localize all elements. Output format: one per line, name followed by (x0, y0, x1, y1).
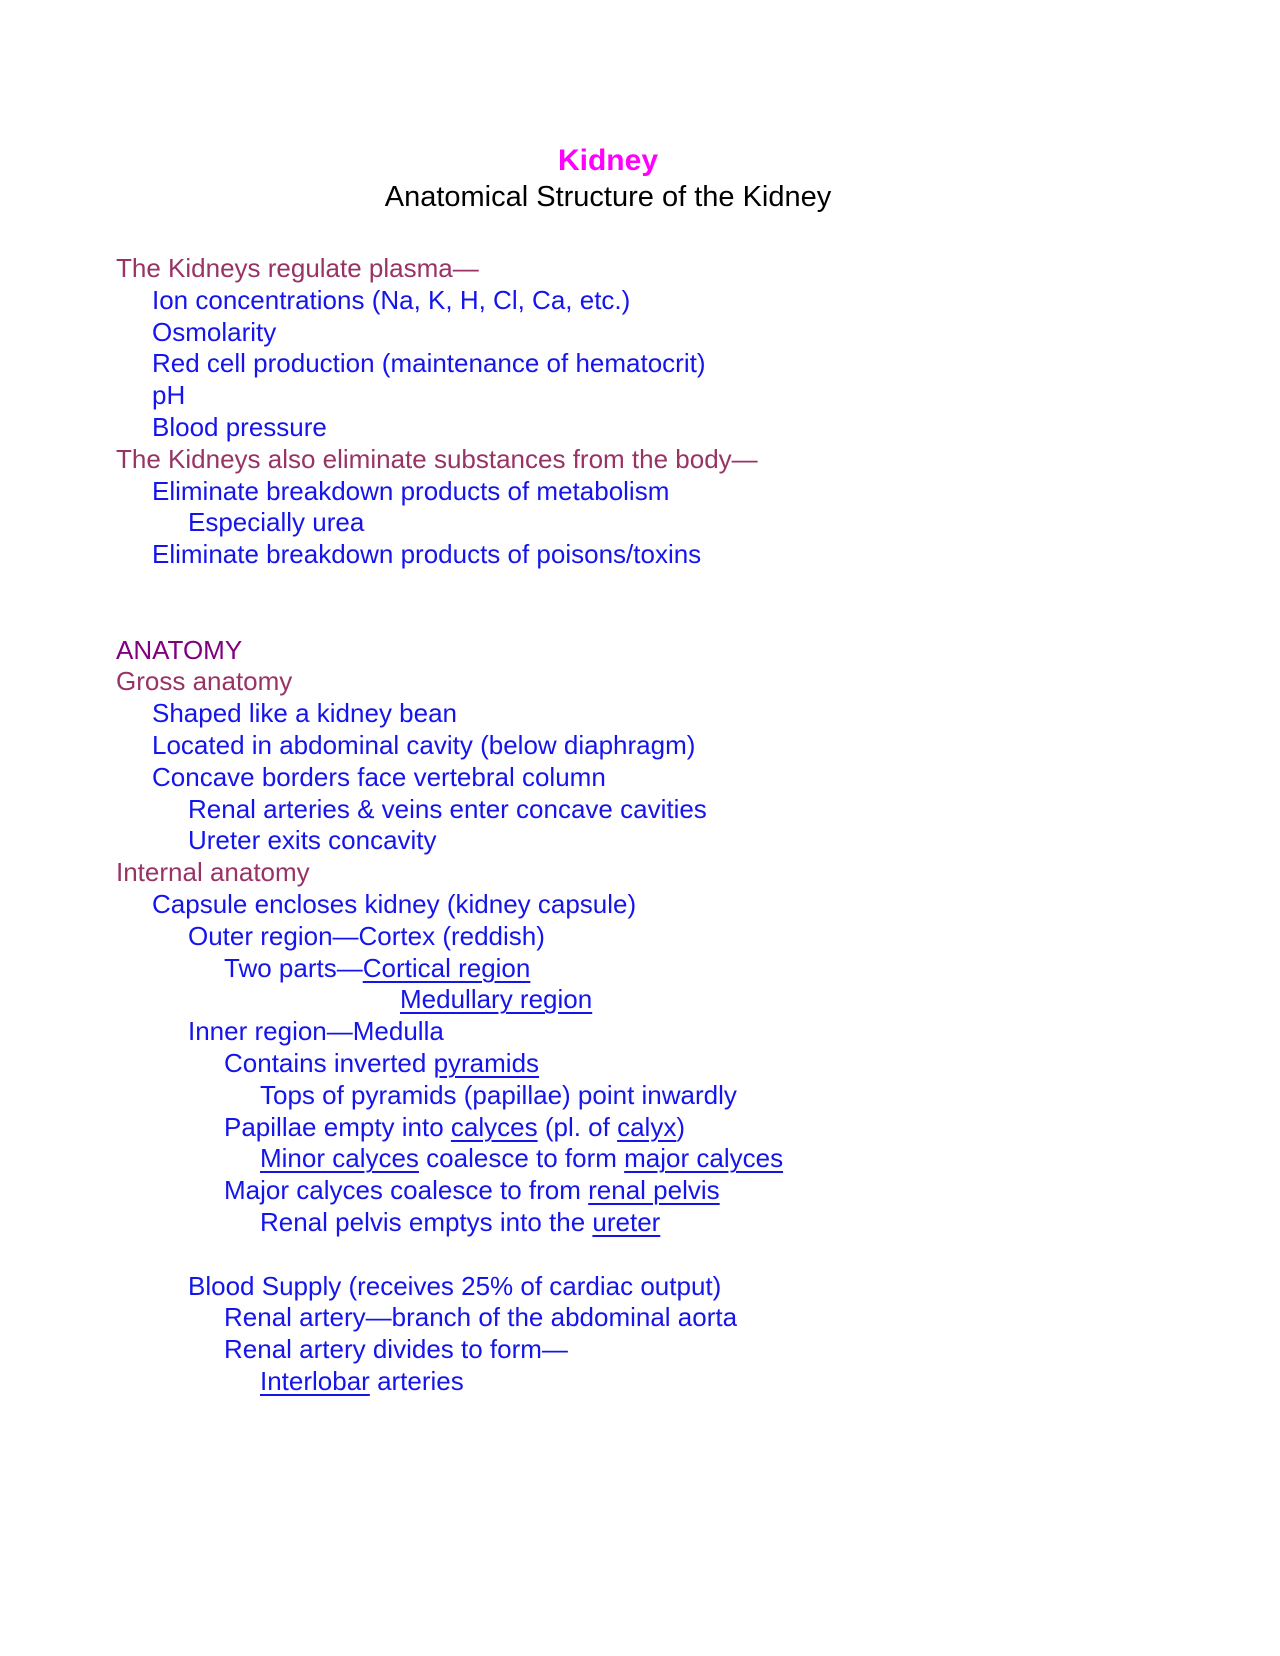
doc-line (116, 825, 1100, 857)
text-segment: The Kidneys regulate plasma— (116, 253, 479, 283)
doc-line (116, 921, 1100, 953)
text-segment: Outer region—Cortex (reddish) (188, 920, 545, 951)
doc-line (116, 730, 1100, 762)
underlined-term: renal pelvis (588, 1175, 720, 1206)
text-segment: (pl. of (537, 1111, 618, 1142)
text-segment: pH (152, 380, 186, 411)
text-segment: Papillae empty into (224, 1111, 451, 1142)
doc-line (116, 1175, 1100, 1207)
underlined-term: Medullary region (400, 984, 593, 1015)
text-segment: Eliminate breakdown products of metabolism (152, 475, 670, 506)
doc-line (116, 1016, 1100, 1048)
underlined-term: ureter (592, 1206, 661, 1237)
text-segment: Inner region—Medulla (188, 1016, 444, 1047)
doc-line (116, 953, 1100, 985)
doc-line (116, 1302, 1100, 1334)
text-segment: Renal artery—branch of the abdominal aorta (224, 1302, 738, 1333)
text-segment: Red cell production (maintenance of hematocrit) (152, 348, 706, 379)
doc-line (116, 412, 1100, 444)
doc-line (116, 1334, 1100, 1366)
underlined-term: calyces (450, 1111, 538, 1142)
doc-line (116, 762, 1100, 794)
doc-line (116, 380, 1100, 412)
doc-line (116, 317, 1100, 349)
doc-line (116, 984, 1100, 1016)
doc-line (116, 698, 1100, 730)
text-segment: coalesce to form (418, 1143, 625, 1174)
doc-line (116, 507, 1100, 539)
text-segment: Ion concentrations (Na, K, H, Cl, Ca, etc.) (152, 284, 631, 315)
text-segment: Osmolarity (152, 316, 277, 347)
text-segment: The Kidneys also eliminate substances from the body— (116, 443, 758, 474)
text-segment: Blood Supply (receives 25% of cardiac output) (188, 1270, 722, 1301)
doc-line (116, 476, 1100, 508)
text-segment: Concave borders face vertebral column (152, 761, 606, 792)
text-segment: Renal artery divides to form— (224, 1334, 568, 1365)
underlined-term: Interlobar (260, 1365, 370, 1396)
text-segment: Eliminate breakdown products of poisons/toxins (152, 539, 702, 570)
doc-line (116, 285, 1100, 317)
doc-line (116, 666, 1100, 698)
underlined-term: Cortical region (362, 952, 531, 983)
text-segment: Capsule encloses kidney (kidney capsule) (152, 888, 637, 919)
text-segment: Located in abdominal cavity (below diaphragm) (152, 729, 696, 760)
doc-line (116, 348, 1100, 380)
doc-line (116, 794, 1100, 826)
doc-line (116, 1366, 1100, 1398)
text-segment: Contains inverted (224, 1047, 434, 1078)
doc-line (116, 1143, 1100, 1175)
doc-line (116, 253, 1100, 285)
underlined-term: Minor calyces (260, 1143, 419, 1174)
doc-line (116, 857, 1100, 889)
blank-line (116, 1239, 1100, 1271)
doc-line (116, 889, 1100, 921)
text-segment: arteries (369, 1365, 464, 1396)
doc-line (116, 1112, 1100, 1144)
text-segment: Two parts— (224, 952, 363, 983)
page-title: Kidney (557, 144, 659, 177)
text-segment: Shaped like a kidney bean (152, 698, 458, 729)
text-segment: Especially urea (188, 507, 365, 538)
doc-line (116, 635, 1100, 667)
text-segment: Renal pelvis emptys into the (260, 1206, 593, 1237)
doc-line (116, 1271, 1100, 1303)
underlined-term: major calyces (624, 1143, 784, 1174)
doc-line (116, 1080, 1100, 1112)
text-segment: Ureter exits concavity (188, 825, 437, 856)
doc-line (116, 539, 1100, 571)
text-segment: Internal anatomy (116, 857, 310, 888)
doc-line (116, 444, 1100, 476)
text-segment: Major calyces coalesce to from (224, 1175, 589, 1206)
text-segment: Blood pressure (152, 411, 327, 442)
text-segment: Gross anatomy (116, 666, 293, 697)
text-segment: ) (676, 1111, 686, 1142)
outline-body (116, 253, 1100, 1398)
blank-line (116, 571, 1100, 603)
text-segment: Renal arteries & veins enter concave cavities (188, 793, 707, 824)
text-segment: Tops of pyramids (papillae) point inwardly (260, 1079, 737, 1110)
doc-line (116, 1207, 1100, 1239)
underlined-term: calyx (617, 1111, 677, 1142)
doc-line (116, 1048, 1100, 1080)
document-header (116, 142, 1100, 215)
blank-line (116, 603, 1100, 635)
text-segment: ANATOMY (116, 634, 243, 665)
underlined-term: pyramids (433, 1047, 540, 1078)
page-subtitle: Anatomical Structure of the Kidney (384, 181, 832, 213)
document-content (116, 142, 1100, 1398)
